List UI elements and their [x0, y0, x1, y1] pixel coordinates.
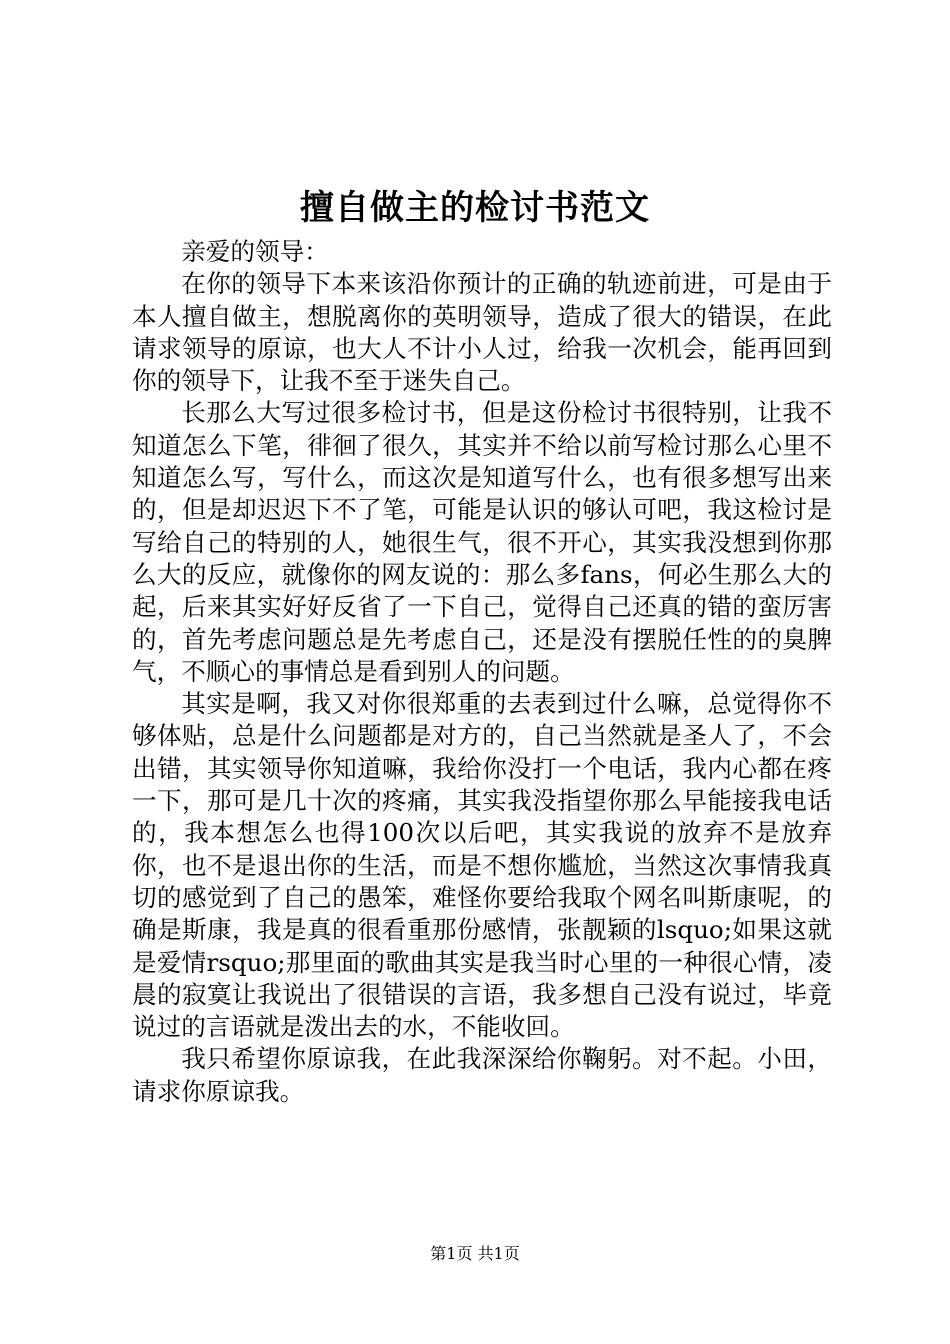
body-paragraph-4: 我只希望你原谅我，在此我深深给你鞠躬。对不起。小田，请求你原谅我。 — [132, 1044, 832, 1106]
document-title: 擅自做主的检讨书范文 — [300, 188, 650, 228]
page-number-footer: 第1页 共1页 — [430, 1244, 520, 1263]
document-body — [132, 236, 832, 1108]
body-paragraph-3: 其实是啊，我又对你很郑重的去表到过什么嘛，总觉得你不够体贴，总是什么问题都是对方的，自己当然就是圣人了，不会出错，其实领导你知道嘛，我给你没打一个电话，我内心都在疼一下，那可是几十次的疼痛，其实我没指望你那么早能接我电话的，我本想怎么也得100次以后吧，其实我说的放弃不是放弃你，也不是退出你的生活，而是不想你尴尬，当然这次事情我真切的感觉到了自己的愚笨，难怪你要给我取个网名叫斯康呢，的确是斯康，我是真的很看重那份感情，张靓颖的lsquo;如果这就是爱情rsquo;那里面的歌曲其实是我当时心里的一种很心情，凌晨的寂寞让我说出了很错误的言语，我多想自己没有说过，毕竟说过的言语就是泼出去的水，不能收回。 — [132, 689, 832, 1042]
body-paragraph-1: 在你的领导下本来该沿你预计的正确的轨迹前进，可是由于本人擅自做主，想脱离你的英明领导，造成了很大的错误，在此请求领导的原谅，也大人不计小人过，给我一次机会，能再回到你的领导下，让我不至于迷失自己。 — [132, 269, 832, 396]
salutation: 亲爱的领导： — [181, 237, 329, 266]
body-paragraph-2: 长那么大写过很多检讨书，但是这份检讨书很特别，让我不知道怎么下笔，徘徊了很久，其实并不给以前写检讨那么心里不知道怎么写，写什么，而这次是知道写什么，也有很多想写出来的，但是却迟迟下不了笔，可能是认识的够认可吧，我这检讨是写给自己的特别的人，她很生气，很不开心，其实我没想到你那么大的反应，就像你的网友说的：那么多fans，何必生那么大的起，后来其实好好反省了一下自己，觉得自己还真的错的蛮厉害的，首先考虑问题总是先考虑自己，还是没有摆脱任性的的臭脾气，不顺心的事情总是看到别人的问题。 — [132, 398, 832, 686]
